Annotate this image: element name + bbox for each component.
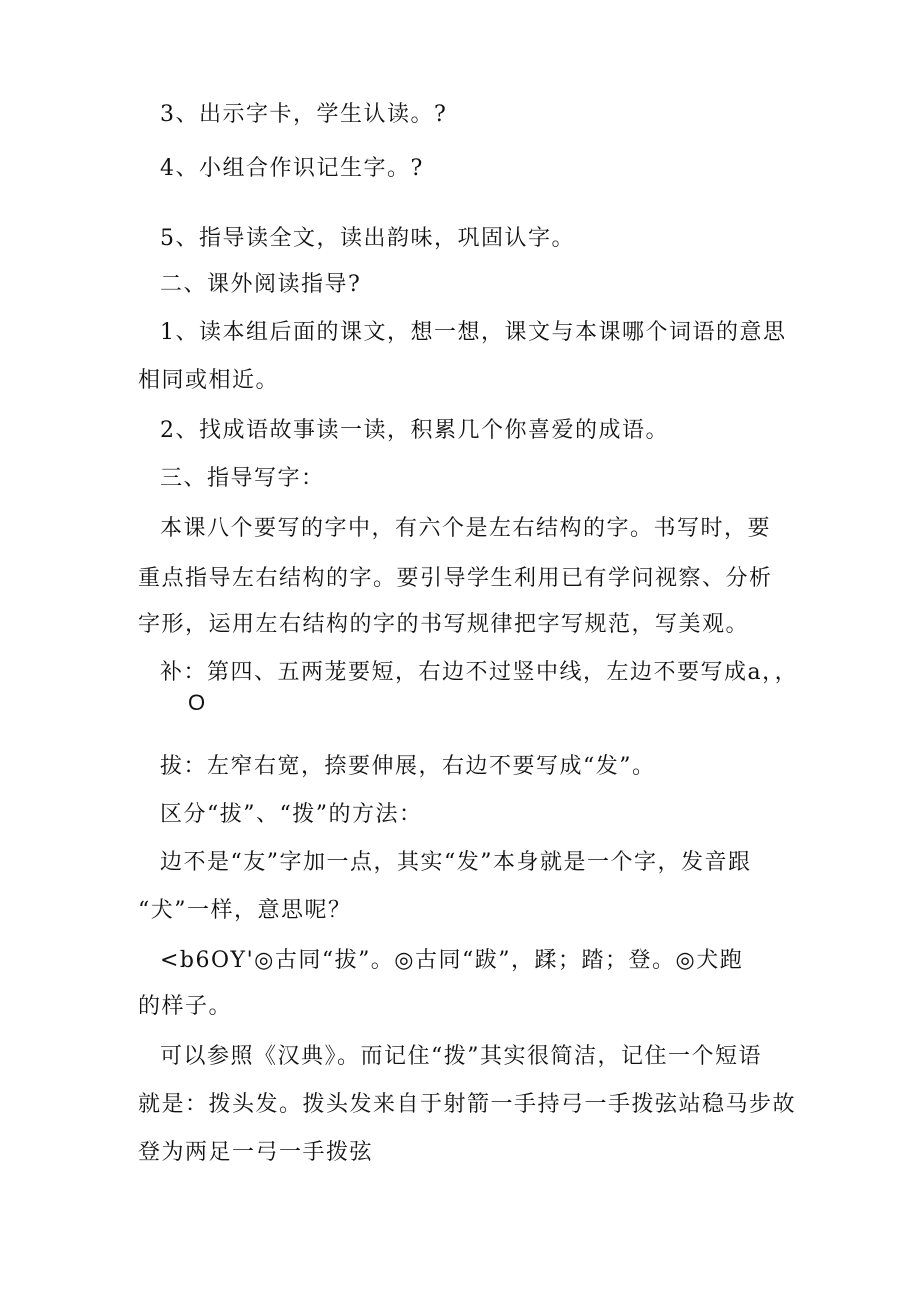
paragraph-line: 字形，运用左右结构的字的书写规律把字写规范，写美观。 (138, 612, 750, 637)
paragraph-line: <b6OY'◎古同“拔”。◎古同“跋”，蹂；踏；登。◎犬跑 (160, 948, 744, 973)
paragraph-line: 的样子。 (138, 994, 233, 1019)
paragraph-line: 区分“拔”、“拨”的方法： (160, 802, 423, 827)
section-heading: 二、课外阅读指导? (160, 272, 362, 297)
list-item: 1、读本组后面的课文，想一想，课文与本课哪个词语的意思 (160, 320, 787, 345)
paragraph-line: O (188, 690, 206, 715)
paragraph-line: 登为两足一弓一手拨弦 (138, 1140, 374, 1165)
section-heading: 三、指导写字： (160, 466, 325, 491)
list-item: 4、小组合作识记生字。? (160, 156, 424, 181)
paragraph-line: 拔：左窄右宽，捺要伸展，右边不要写成“发”。 (160, 754, 656, 779)
list-item: 3、出示字卡，学生认读。? (160, 102, 448, 127)
paragraph-line: 边不是“友”字加一点，其实“发”本身就是一个字，发音跟 (160, 850, 752, 875)
paragraph-line: 可以参照《汉典》。而记住“拨”其实很简洁，记住一个短语 (160, 1044, 762, 1069)
paragraph-line: 补：第四、五两茏要短，右边不过竖中线，左边不要写成a，， (160, 660, 799, 685)
list-item-continuation: 相同或相近。 (138, 368, 280, 393)
paragraph-line: “犬”一样，意思呢？ (138, 898, 352, 923)
paragraph-line: 本课八个要写的字中，有六个是左右结构的字。书写时，要 (160, 516, 772, 541)
list-item: 2、找成语故事读一读，积累几个你喜爱的成语。 (160, 418, 669, 443)
paragraph-line: 重点指导左右结构的字。要引导学生利用已有学问视察、分析 (138, 566, 773, 591)
paragraph-line: 就是：拨头发。拨头发来自于射箭一手持弓一手拨弦站稳马步故 (138, 1092, 797, 1117)
list-item: 5、指导读全文，读出韵味，巩固认字。 (160, 226, 575, 251)
